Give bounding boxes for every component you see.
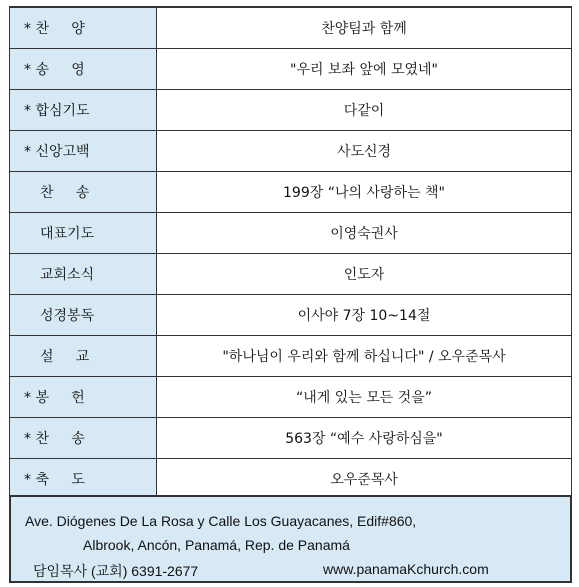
order-value: “내게 있는 모든 것을” (157, 377, 572, 418)
table-row (10, 131, 572, 172)
table-row (10, 213, 572, 254)
order-value: 199장 “나의 사랑하는 책" (157, 172, 572, 213)
order-label: * 봉 헌 (10, 377, 157, 418)
table-row (10, 172, 572, 213)
order-value: 다같이 (157, 90, 572, 131)
order-value: "우리 보좌 앞에 모였네" (157, 49, 572, 90)
order-label: * 송 영 (10, 49, 157, 90)
table-row (10, 7, 572, 49)
table-row (10, 459, 572, 500)
order-value: 이사야 7장 10~14절 (157, 295, 572, 336)
table-row (10, 418, 572, 459)
order-label: * 축 도 (10, 459, 157, 500)
order-label: * 찬 송 (10, 418, 157, 459)
order-label: 교회소식 (10, 254, 157, 295)
address-line-1: Ave. Diógenes De La Rosa y Calle Los Guayacanes, Edif#860, (25, 513, 417, 529)
order-value: 이영숙권사 (157, 213, 572, 254)
order-label: 대표기도 (10, 213, 157, 254)
table-row (10, 295, 572, 336)
table-row (10, 254, 572, 295)
order-value: 찬양팀과 함께 (157, 7, 572, 49)
table-row (10, 336, 572, 377)
order-value: 563장 “예수 사랑하심을" (157, 418, 572, 459)
table-row (10, 49, 572, 90)
worship-order-table (9, 6, 572, 500)
website-url: www.panamaKchurch.com (323, 561, 489, 577)
order-label: 성경봉독 (10, 295, 157, 336)
order-label: * 신앙고백 (10, 131, 157, 172)
order-value: "하나님이 우리와 함께 하십니다" / 오우준목사 (157, 336, 572, 377)
order-value: 오우준목사 (157, 459, 572, 500)
order-value: 사도신경 (157, 131, 572, 172)
order-label: 찬 송 (10, 172, 157, 213)
church-info-box (9, 495, 572, 583)
order-label: * 합심기도 (10, 90, 157, 131)
address-line-2: Albrook, Ancón, Panamá, Rep. de Panamá (83, 537, 350, 553)
table-row (10, 377, 572, 418)
order-label: 설 교 (10, 336, 157, 377)
order-value: 인도자 (157, 254, 572, 295)
order-label: * 찬 양 (10, 7, 157, 49)
pastor-phone: 담임목사 (교회) 6391-2677 (33, 563, 199, 579)
table-row (10, 90, 572, 131)
